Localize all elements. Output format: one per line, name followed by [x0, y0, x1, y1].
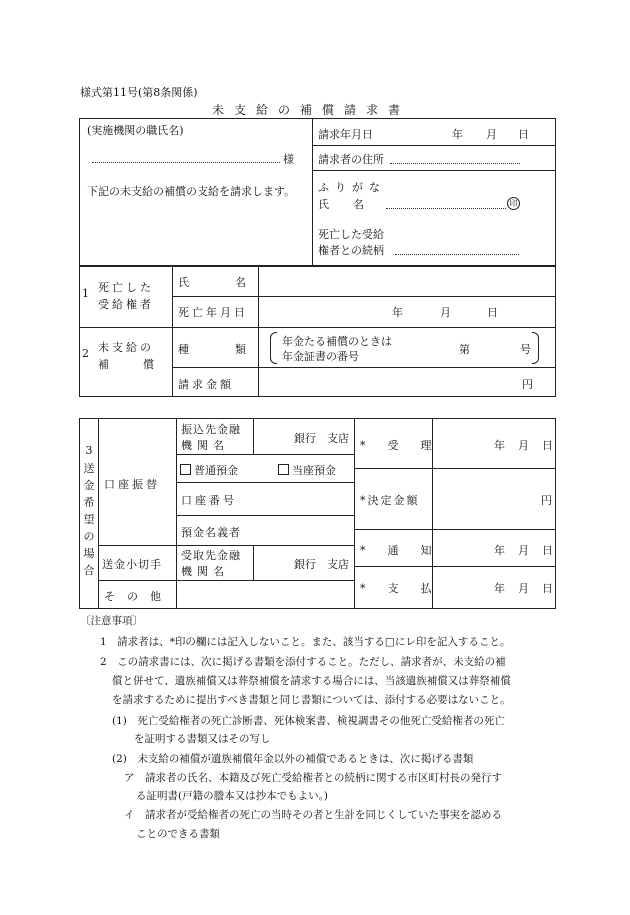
section1-label-2: 受給権者	[98, 298, 154, 311]
type-label: 種類	[178, 343, 292, 356]
payment-label: *支払	[360, 582, 454, 595]
ordinary-deposit-option[interactable]: 普通預金	[180, 462, 238, 478]
notes-heading: 〔注意事項〕	[80, 615, 143, 627]
note-line: を証明する書類又はその写し	[134, 733, 271, 745]
death-date-label: 死亡年月日	[178, 306, 248, 319]
address-input[interactable]	[390, 163, 520, 164]
relation-label-1: 死亡した受給	[318, 228, 384, 241]
amount-label: 請求金額	[178, 378, 234, 391]
seal-mark: 印	[507, 197, 520, 210]
relation-label-2: 権者との続柄	[318, 244, 384, 257]
account-holder-label: 預金名義者	[181, 526, 241, 539]
form-number: 様式第11号(第8条関係)	[80, 86, 198, 99]
deceased-name-label: 氏名	[178, 276, 292, 289]
notice-label: *通知	[360, 544, 454, 557]
note-line: ことのできる書類	[136, 828, 220, 840]
note-line: 1 請求者は、*印の欄には記入しないこと。また、該当する□にレ印を記入すること。	[100, 636, 511, 648]
section2-label-1: 未支給の	[98, 341, 154, 354]
request-date-label: 請求年月日	[318, 128, 373, 141]
note-line: イ 請求者が受給権者の死亡の当時その者と生計を同じくしていた事実を認める	[124, 809, 502, 821]
name-label: 氏名	[318, 198, 388, 211]
note-line: (2) 未支給の補償が遺族補償年金以外の補償であるときは、次に掲げる書類	[112, 753, 474, 765]
remittance-check-label: 送金小切手	[102, 558, 162, 571]
agency-label: (実施機関の職氏名)	[87, 124, 184, 137]
request-sentence: 下記の未支給の補償の支給を請求します。	[87, 185, 296, 198]
note-line: る証明書(戸籍の謄本又は抄本でもよい。)	[136, 790, 328, 802]
furigana-label: ふりがな	[318, 181, 386, 194]
other-label: その他	[104, 590, 173, 603]
section2-label-2: 補償	[98, 358, 188, 371]
address-label: 請求者の住所	[318, 153, 384, 166]
note-line: を請求するために提出すべき書類と同じ書類については、添付する必要はないこと。	[112, 694, 511, 706]
requester-name-input[interactable]	[386, 208, 506, 209]
account-number-label: 口座番号	[181, 494, 237, 507]
note-line: (1) 死亡受給権者の死亡診断書、死体検案書、検視調書その他死亡受給権者の死亡	[112, 715, 505, 727]
agency-input[interactable]	[92, 162, 280, 163]
note-line: 2 この請求書には、次に掲げる書類を添付すること。ただし、請求者が、未支給の補	[100, 656, 506, 668]
note-line: 償と併せて、遺族補償又は葬祭補償を請求する場合には、当該遺族補償又は葬祭補償	[112, 675, 511, 687]
section1-label-1: 死亡した	[98, 281, 154, 294]
current-deposit-option[interactable]: 当座預金	[278, 462, 336, 478]
sama-label: 様	[283, 153, 294, 166]
decided-amount-label: *決定金額	[360, 494, 420, 507]
form-title: 未支給の補償請求書	[212, 103, 411, 117]
relation-input[interactable]	[395, 254, 519, 255]
account-transfer-label: 口座振替	[104, 478, 160, 491]
note-line: ア 請求者の氏名、本籍及び死亡受給権者との続柄に関する市区町村長の発行す	[124, 772, 502, 784]
receipt-label: *受理	[360, 439, 454, 452]
